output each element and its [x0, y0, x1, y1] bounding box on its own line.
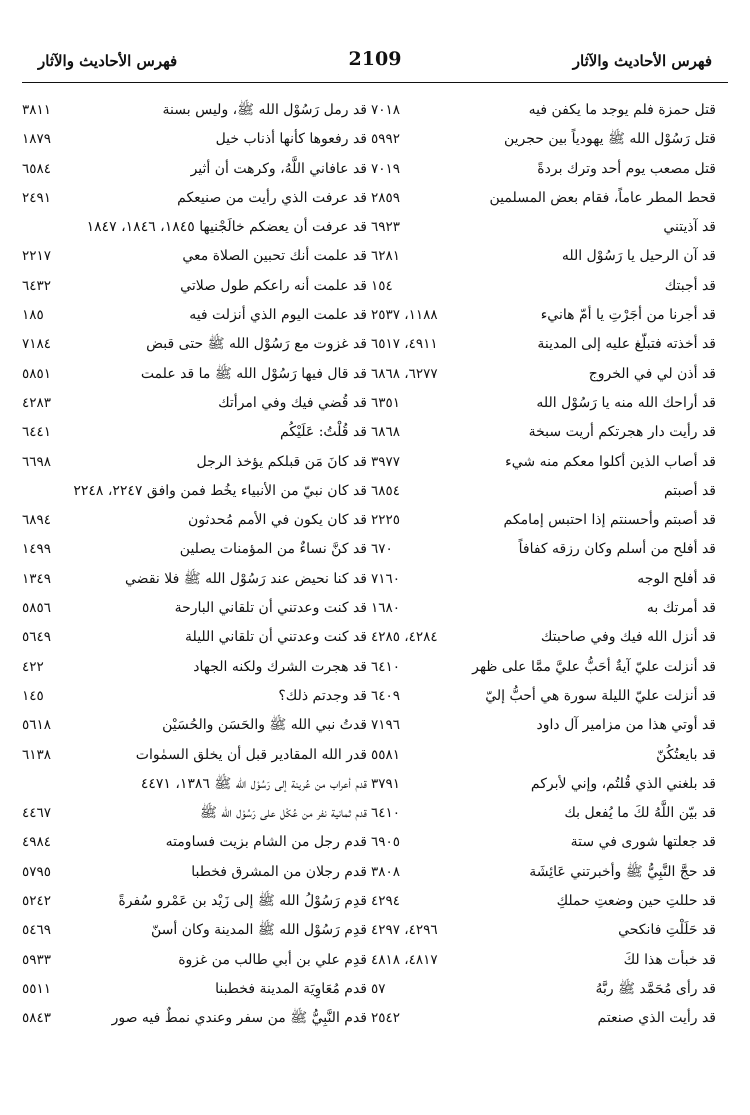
entry-text: قد علمت اليوم الذي أنزلت فيه	[189, 307, 367, 324]
entry-text: قتل حمزة فلم يوجد ما يكفن فيه	[528, 102, 716, 118]
entry-reference: ٥٨٥١	[22, 365, 52, 382]
entry-reference: ٣٩٧٧	[371, 453, 401, 470]
index-entry	[22, 711, 367, 740]
entry-reference: ٧١٨٤	[22, 336, 52, 353]
index-entry	[22, 448, 367, 477]
entry-reference: ٦٨٥٤	[371, 482, 401, 499]
entry-text: قد رأيت الذي صنعتم	[597, 1010, 716, 1027]
entry-text: قتل مصعب يوم أحد وترك بردةً	[537, 160, 716, 177]
entry-reference: ١١٨٨، ٢٥٣٧	[371, 307, 438, 324]
index-entry	[22, 1004, 367, 1033]
entry-reference: ٥٥١١	[22, 980, 52, 997]
entry-text: قد كنَّ نساءٌ من المؤمنات يصلين	[179, 541, 367, 558]
entry-text: قد قُضي فيك وفي امرأتك	[218, 394, 367, 411]
entry-text: قد بايعتُكُنّ	[656, 746, 716, 763]
entry-text: قدِم علي بن أبي طالب من غزوة	[178, 951, 367, 968]
entry-text: قحط المطر عاماً، فقام بعض المسلمين	[489, 189, 716, 206]
entry-text: قد أنزل الله فيك وفي صاحبتك	[540, 629, 716, 646]
entry-text: قد أوتي هذا من مزامير آل داود	[536, 717, 716, 734]
entry-reference: ٥٩٩٢	[371, 131, 401, 148]
entry-text: قد أراحك الله منه يا رَسُوْل الله	[536, 394, 716, 411]
index-entry	[22, 799, 367, 828]
index-entry	[22, 125, 367, 154]
entry-reference: ١٨٧٩	[22, 131, 52, 148]
index-entry	[371, 711, 716, 740]
entry-text: قد بيّن اللَّهُ لكَ ما يُفعل بك	[564, 805, 716, 822]
index-entry	[371, 242, 716, 271]
index-entry	[22, 565, 367, 594]
entry-text: قد كانَ مَن قبلكم يؤخذ الرجل	[196, 453, 367, 470]
index-entry	[22, 535, 367, 564]
index-entry	[371, 213, 716, 242]
entry-reference: ٦٣٥١	[371, 394, 401, 411]
entry-reference: ٦٤٣٢	[22, 277, 52, 294]
index-entry	[371, 799, 716, 828]
index-entry	[371, 535, 716, 564]
entry-text: قد عافاني اللَّهُ، وكرهت أن أثير	[190, 160, 367, 177]
index-entry	[22, 477, 367, 506]
entry-reference: ٥٧	[371, 980, 386, 997]
entry-reference: ٣٨٠٨	[371, 863, 401, 880]
index-entry	[371, 360, 716, 389]
entry-reference: ٤٨١٧، ٤٨١٨	[371, 951, 438, 968]
entry-text: قد وجدتم ذلك؟	[278, 687, 367, 704]
page-number: 2109	[348, 48, 402, 70]
entry-text: قد كنت وعدتني أن تلقاني الليلة	[185, 629, 367, 646]
index-entry	[22, 770, 367, 799]
entry-reference: ٤٢٩٤	[371, 893, 401, 910]
entry-reference: ٤٩١١، ٦٥١٧	[371, 336, 438, 353]
entry-text: قد هجرت الشرك ولكنه الجهاد	[193, 658, 367, 675]
entry-text: قد آن الرحيل يا رَسُوْل الله	[561, 248, 716, 265]
entry-reference: ٦٢٧٧، ٦٨٦٨	[371, 365, 438, 382]
entry-reference: ٢٢١٧	[22, 248, 52, 265]
entry-reference: ٥٦٤٩	[22, 629, 52, 646]
entry-text: قد قُلْتُ: عَلَيْكُم	[280, 424, 367, 441]
entry-text: قد قال فيها رَسُوْل الله ﷺ ما قد علمت	[140, 365, 367, 382]
index-entry	[22, 242, 367, 271]
index-entry	[371, 946, 716, 975]
entry-text: قدم رجلان من المشرق فخطبا	[191, 863, 367, 880]
entry-reference: ١٦٨٠	[371, 600, 401, 617]
entry-reference: ٦٤٤١	[22, 424, 52, 441]
index-entry	[371, 858, 716, 887]
index-entry	[371, 682, 716, 711]
entry-reference: ٦١٣٨	[22, 746, 52, 763]
entry-reference: ٢٢٢٥	[371, 512, 401, 529]
entry-text: قدم أعراب من عُرينة إلى رَسُوْل الله ﷺ ١٣٨٦، ٤٤٧١	[140, 775, 367, 792]
entry-text: قدر الله المقادير قبل أن يخلق السمٰوات	[135, 746, 367, 763]
entry-text: قد بلغني الذي قُلتُم، وإني لأبركم	[530, 775, 716, 792]
index-entry	[371, 125, 716, 154]
entry-text: قد آذيتني	[663, 219, 716, 236]
index-entry	[22, 389, 367, 418]
entry-text: قد رأيت دار هجرتكم أريت سبخة	[528, 424, 716, 441]
entry-text: قد أذن لي في الخروج	[588, 365, 716, 382]
index-entry	[371, 828, 716, 857]
entry-text: قد علمت أنك تحبين الصلاة معي	[182, 248, 367, 265]
entry-reference: ٣٨١١	[22, 102, 52, 118]
left-column	[22, 96, 367, 1034]
entry-text: قد علمت أنه راعكم طول صلاتي	[180, 277, 367, 294]
entry-text: قد عرفت أن يعضكم خالَجْنيها ١٨٤٥، ١٨٤٦، ١٨٤٧	[86, 219, 367, 236]
entry-text: قدتُ نبي الله ﷺ والحَسَن والحُسَيْن	[162, 717, 367, 734]
index-entry	[371, 623, 716, 652]
header-title-right: فهرس الأحاديث والآثار	[572, 52, 712, 70]
index-entry	[371, 975, 716, 1004]
entry-text: قد أفلح الوجه	[637, 570, 716, 587]
index-entry	[22, 506, 367, 535]
entry-reference: ٥٢٤٢	[22, 893, 52, 910]
entry-reference: ٤٢٨٣	[22, 394, 52, 411]
entry-reference: ٥٨٤٣	[22, 1010, 52, 1027]
entry-reference: ١٨٥	[22, 307, 44, 324]
entry-reference: ٦٢٨١	[371, 248, 401, 265]
entry-reference: ٢٨٥٩	[371, 189, 401, 206]
index-entry	[22, 213, 367, 242]
index-entry	[22, 301, 367, 330]
entry-text: قد حللتِ حين وضعتِ حملكِ	[556, 893, 716, 910]
entry-text: قد حجَّ النَّبِيُّ ﷺ وأخبرتني عَائِشَة	[529, 863, 716, 880]
entry-reference: ٦٩٢٣	[371, 219, 401, 236]
index-entry	[371, 1004, 716, 1033]
entry-reference: ٦٤١٠	[371, 658, 401, 675]
index-entry	[371, 301, 716, 330]
entry-text: قد أمرتك به	[646, 600, 716, 617]
entry-reference: ٦٤١٠	[371, 805, 401, 822]
entry-text: قد كنا نحيض عند رَسُوْل الله ﷺ فلا نقضي	[125, 570, 367, 587]
entry-reference: ٥٩٣٣	[22, 951, 52, 968]
index-entry	[22, 623, 367, 652]
page-header	[20, 44, 730, 84]
entry-text: قدم رجل من الشام بزيت فساومته	[165, 834, 367, 851]
entry-text: قد غزوت مع رَسُوْل الله ﷺ حتى قبض	[146, 336, 367, 353]
index-entry	[371, 653, 716, 682]
index-entry	[371, 272, 716, 301]
index-entry	[371, 448, 716, 477]
index-entry	[371, 96, 716, 125]
entry-reference: ١٣٤٩	[22, 570, 52, 587]
entry-reference: ٥٥٨١	[371, 746, 401, 763]
index-entry	[371, 594, 716, 623]
index-entry	[22, 975, 367, 1004]
entry-reference: ٤٤٦٧	[22, 805, 52, 822]
entry-text: قدم النَّبِيُّ ﷺ من سفر وعندي نمطٌ فيه صور	[111, 1010, 367, 1027]
entry-reference: ٢٥٤٢	[371, 1010, 401, 1027]
header-rule	[22, 82, 728, 83]
entry-reference: ٢٤٩١	[22, 189, 52, 206]
entry-reference: ٥٧٩٥	[22, 863, 52, 880]
index-entry	[371, 506, 716, 535]
index-entry	[371, 741, 716, 770]
index-entry	[371, 330, 716, 359]
entry-reference: ١٤٥	[22, 687, 44, 704]
entry-text: قد أنزلت عليّ آيةٌ أحَبُّ عليَّ ممَّا على ظهر	[472, 658, 716, 675]
entry-text: قتل رَسُوْل الله ﷺ يهودياً بين حجرين	[503, 131, 716, 148]
index-entry	[22, 858, 367, 887]
entry-text: قد أنزلت عليّ الليلة سورة هي أحبُّ إليّ	[485, 687, 716, 704]
entry-reference: ٧١٩٦	[371, 717, 401, 734]
entry-reference: ٥٤٦٩	[22, 922, 52, 939]
entry-text: قدم مُعَاوِيَة المدينة فخطبنا	[215, 980, 367, 997]
entry-text: قد جعلتها شورى في ستة	[570, 834, 716, 851]
entry-text: قد أفلح من أسلم وكان رزقه كفافاً	[518, 541, 716, 558]
entry-reference: ٣٧٩١	[371, 775, 401, 792]
index-entry	[22, 887, 367, 916]
right-column	[371, 96, 716, 1034]
index-entry	[22, 594, 367, 623]
entry-reference: ٦٧٠	[371, 541, 393, 558]
entry-reference: ٦٨٦٨	[371, 424, 401, 441]
entry-text: قد خبأت هذا لكَ	[623, 951, 716, 968]
index-entry	[22, 360, 367, 389]
index-entry	[371, 389, 716, 418]
entry-text: قد رمل رَسُوْل الله ﷺ، وليس بسنة	[162, 102, 367, 118]
entry-text: قد كان يكون في الأمم مُحدثون	[188, 512, 367, 529]
index-entry	[22, 828, 367, 857]
entry-reference: ٥٦١٨	[22, 717, 52, 734]
entry-reference: ٦٤٠٩	[371, 687, 401, 704]
entry-reference: ٥٨٥٦	[22, 600, 52, 617]
index-entry	[371, 155, 716, 184]
index-entry	[22, 272, 367, 301]
entry-reference: ٧٠١٩	[371, 160, 401, 177]
index-entry	[22, 682, 367, 711]
entry-text: قد أصبتم	[663, 482, 716, 499]
index-entry	[371, 184, 716, 213]
header-title-left: فهرس الأحاديث والآثار	[38, 52, 178, 70]
index-entry	[371, 477, 716, 506]
index-entry	[22, 946, 367, 975]
index-entry	[22, 418, 367, 447]
index-entry	[22, 184, 367, 213]
index-entry	[22, 330, 367, 359]
entry-text: قدم ثمانية نفر من عُكْل على رَسُوْل الله ﷺ	[199, 805, 367, 822]
index-entry	[22, 916, 367, 945]
entry-reference: ٤٢٨٤، ٤٢٨٥	[371, 629, 438, 646]
index-entry	[371, 565, 716, 594]
entry-text: قد كنت وعدتني أن تلقاني البارحة	[174, 600, 367, 617]
index-entry	[22, 653, 367, 682]
entry-text: قد أصاب الذين أكلوا معكم منه شيء	[505, 453, 716, 470]
entry-reference: ١٥٤	[371, 277, 393, 294]
entry-reference: ٤٢٩٦، ٤٢٩٧	[371, 922, 438, 939]
entry-text: قد أجبتك	[664, 277, 716, 294]
entry-reference: ٧١٦٠	[371, 570, 401, 587]
index-entry	[371, 887, 716, 916]
entry-reference: ٦٥٨٤	[22, 160, 52, 177]
entry-text: قد أجرنا من أجَرْتِ يا أمّ هانيء	[540, 307, 716, 324]
index-entry	[371, 916, 716, 945]
entry-reference: ٦٨٩٤	[22, 512, 52, 529]
entry-text: قد عرفت الذي رأيت من صنيعكم	[177, 189, 367, 206]
index-entry	[22, 741, 367, 770]
entry-text: قد رأى مُحَمَّد ﷺ ربَّهُ	[595, 980, 716, 997]
entry-reference: ٤٢٢	[22, 658, 44, 675]
index-entry	[371, 770, 716, 799]
entry-text: قد حَلَلْتِ فانكحي	[618, 922, 716, 939]
entry-reference: ١٤٩٩	[22, 541, 52, 558]
entry-text: قد أخذته فتبلّغ عليه إلى المدينة	[537, 336, 716, 353]
entry-text: قدِم رَسُوْلُ الله ﷺ إلى زَيْد بن عَمْرو سُفرةً	[118, 893, 367, 910]
index-entry	[22, 155, 367, 184]
index-entry	[371, 418, 716, 447]
entry-text: قد أصبتم وأحسنتم إذا احتبس إمامكم	[503, 512, 716, 529]
entry-reference: ٦٩٠٥	[371, 834, 401, 851]
entry-reference: ٤٩٨٤	[22, 834, 52, 851]
entry-reference: ٦٦٩٨	[22, 453, 52, 470]
entry-text: قدِم رَسُوْل الله ﷺ المدينة وكان أسنّ	[151, 922, 367, 939]
entry-reference: ٧٠١٨	[371, 102, 401, 118]
entry-text: قد رفعوها كأنها أذناب خيل	[215, 131, 367, 148]
entry-text: قد كان نبيّ من الأنبياء يخُط فمن وافق ٢٢٤٧، ٢٢٤٨	[73, 482, 367, 499]
index-entry	[22, 96, 367, 125]
